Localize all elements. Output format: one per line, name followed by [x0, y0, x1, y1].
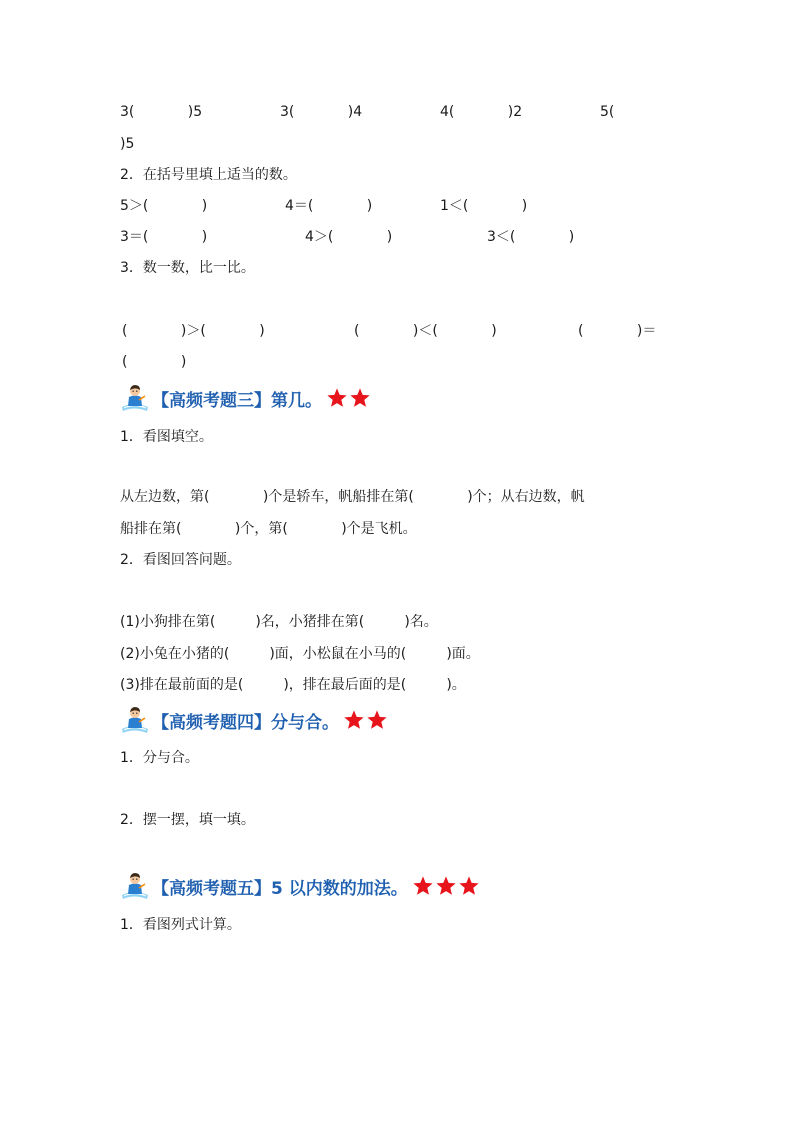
- compare-item[interactable]: 4( )2: [440, 104, 523, 120]
- compare-blank[interactable]: ( )＝: [578, 323, 657, 339]
- student-reading-icon: [120, 383, 150, 413]
- star-icon: [349, 387, 371, 409]
- fill-item[interactable]: 4＞( ): [305, 229, 393, 245]
- star-icon: [343, 709, 365, 731]
- fill-item[interactable]: 1＜( ): [440, 198, 528, 214]
- student-reading-icon: [120, 705, 150, 735]
- section-header: [120, 705, 389, 735]
- difficulty-stars: [343, 709, 389, 731]
- section-title: 【高频考题四】分与合。: [152, 712, 339, 733]
- fill-item[interactable]: 3＜( ): [487, 229, 575, 245]
- compare-item[interactable]: 3( )4: [280, 104, 363, 120]
- compare-blank[interactable]: ( )＞( ): [122, 323, 265, 339]
- fill-item[interactable]: 3＝( ): [120, 229, 208, 245]
- question-title: 1．看图填空。: [120, 429, 213, 445]
- star-icon: [326, 387, 348, 409]
- fill-sentence[interactable]: 船排在第( )个，第( )个是飞机。: [120, 521, 417, 537]
- star-icon: [412, 875, 434, 897]
- star-icon: [435, 875, 457, 897]
- compare-item[interactable]: 5(: [600, 104, 615, 120]
- question-title: 1．分与合。: [120, 750, 199, 766]
- student-reading-icon: [120, 871, 150, 901]
- difficulty-stars: [326, 387, 372, 409]
- section-header: [120, 871, 481, 901]
- question-title: 2．摆一摆，填一填。: [120, 812, 255, 828]
- fill-sentence[interactable]: (1)小狗排在第( )名，小猪排在第( )名。: [120, 614, 438, 630]
- section-title: 【高频考题五】5 以内数的加法。: [152, 878, 408, 899]
- star-icon: [366, 709, 388, 731]
- compare-blank-wrap[interactable]: ( ): [122, 354, 187, 370]
- section-header: [120, 383, 372, 413]
- star-icon: [458, 875, 480, 897]
- difficulty-stars: [412, 875, 481, 897]
- compare-item-wrap: )5: [120, 136, 135, 152]
- compare-blank[interactable]: ( )＜( ): [354, 323, 497, 339]
- question-title: 3．数一数，比一比。: [120, 260, 255, 276]
- fill-sentence[interactable]: (2)小兔在小猪的( )面，小松鼠在小马的( )面。: [120, 646, 480, 662]
- fill-item[interactable]: 5＞( ): [120, 198, 208, 214]
- fill-item[interactable]: 4＝( ): [285, 198, 373, 214]
- compare-item[interactable]: 3( )5: [120, 104, 203, 120]
- fill-sentence[interactable]: (3)排在最前面的是( )，排在最后面的是( )。: [120, 677, 466, 693]
- question-title: 2．在括号里填上适当的数。: [120, 167, 297, 183]
- question-title: 2．看图回答问题。: [120, 552, 241, 568]
- section-title: 【高频考题三】第几。: [152, 390, 322, 411]
- fill-sentence[interactable]: 从左边数，第( )个是轿车，帆船排在第( )个；从右边数，帆: [120, 489, 585, 505]
- question-title: 1．看图列式计算。: [120, 917, 241, 933]
